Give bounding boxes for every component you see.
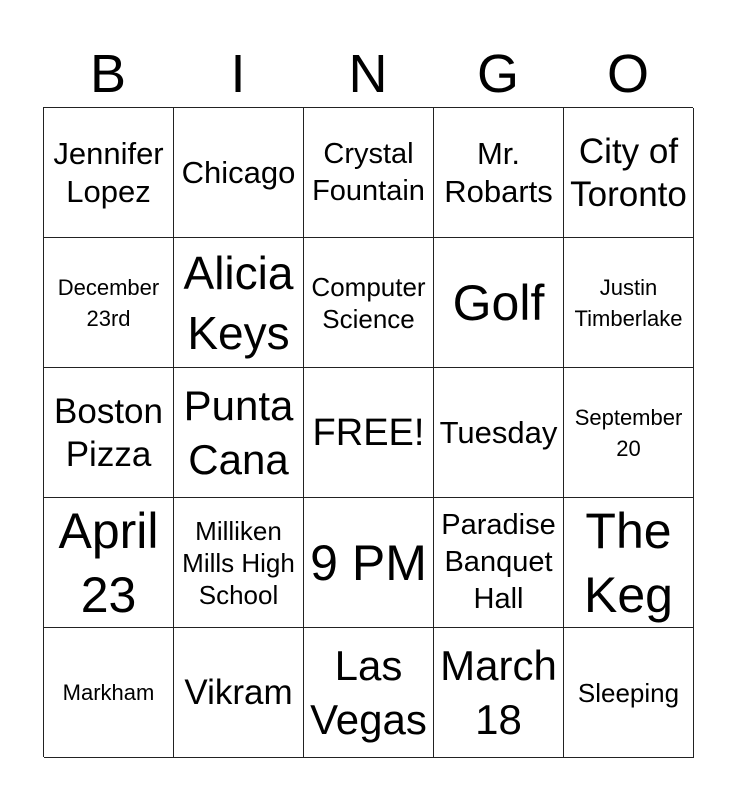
bingo-cell-b1[interactable]: [44, 108, 174, 238]
cell-label: Boston Pizza: [54, 391, 163, 474]
bingo-cell-b4[interactable]: [44, 498, 174, 628]
bingo-cell-o2[interactable]: [564, 238, 694, 368]
bingo-cell-i3[interactable]: [174, 368, 304, 498]
free-space-label: FREE!: [312, 411, 425, 454]
header-letter-b: B: [89, 44, 127, 104]
header-letter-g: G: [476, 44, 519, 104]
bingo-cell-o5[interactable]: [564, 628, 694, 758]
bingo-cell-g4[interactable]: [434, 498, 564, 628]
cell-label: 9 PM: [310, 534, 427, 591]
bingo-cell-g5[interactable]: [434, 628, 564, 758]
bingo-cell-i5[interactable]: [174, 628, 304, 758]
bingo-cell-o1[interactable]: [564, 108, 694, 238]
cell-label: Paradise Banquet Hall: [441, 509, 556, 615]
cell-label: Milliken Mills High School: [182, 515, 295, 610]
cell-label: September 20: [574, 404, 683, 461]
cell-label: Jennifer Lopez: [53, 135, 164, 209]
cell-label: Punta Cana: [183, 381, 294, 483]
cell-label: April 23: [58, 502, 159, 623]
cell-label: Las Vegas: [310, 641, 427, 743]
cell-label: Computer Science: [311, 271, 426, 334]
bingo-cell-n1[interactable]: [304, 108, 434, 238]
bingo-cell-i2[interactable]: [174, 238, 304, 368]
cell-label: City of Toronto: [570, 131, 687, 214]
bingo-cell-o3[interactable]: [564, 368, 694, 498]
header-letter-o: O: [606, 44, 649, 104]
bingo-cell-g1[interactable]: [434, 108, 564, 238]
cell-label: Markham: [62, 680, 155, 705]
cell-label: Crystal Fountain: [312, 137, 425, 207]
cell-label: December 23rd: [57, 274, 160, 331]
cell-label: Tuesday: [439, 414, 558, 450]
cell-label: Alicia Keys: [183, 246, 294, 359]
cell-label: Vikram: [184, 673, 293, 712]
cell-label: The Keg: [584, 502, 673, 623]
bingo-cell-i4[interactable]: [174, 498, 304, 628]
header-letter-n: N: [348, 44, 388, 104]
cell-label: March 18: [440, 641, 557, 743]
header-letter-i: I: [230, 44, 246, 104]
bingo-cell-i1[interactable]: [174, 108, 304, 238]
bingo-cell-n3[interactable]: [304, 368, 434, 498]
bingo-cell-n2[interactable]: [304, 238, 434, 368]
cell-label: Justin Timberlake: [574, 274, 683, 331]
cell-label: Golf: [452, 274, 545, 331]
bingo-cell-o4[interactable]: [564, 498, 694, 628]
cell-label: Sleeping: [577, 677, 680, 708]
bingo-cell-b5[interactable]: [44, 628, 174, 758]
bingo-cell-n4[interactable]: [304, 498, 434, 628]
bingo-cell-g2[interactable]: [434, 238, 564, 368]
bingo-card-grid: [43, 107, 693, 757]
bingo-cell-g3[interactable]: [434, 368, 564, 498]
bingo-header: [43, 40, 693, 108]
bingo-cell-n5[interactable]: [304, 628, 434, 758]
cell-label: Mr. Robarts: [444, 135, 553, 209]
cell-label: Chicago: [181, 154, 296, 190]
bingo-cell-b2[interactable]: [44, 238, 174, 368]
bingo-cell-b3[interactable]: [44, 368, 174, 498]
